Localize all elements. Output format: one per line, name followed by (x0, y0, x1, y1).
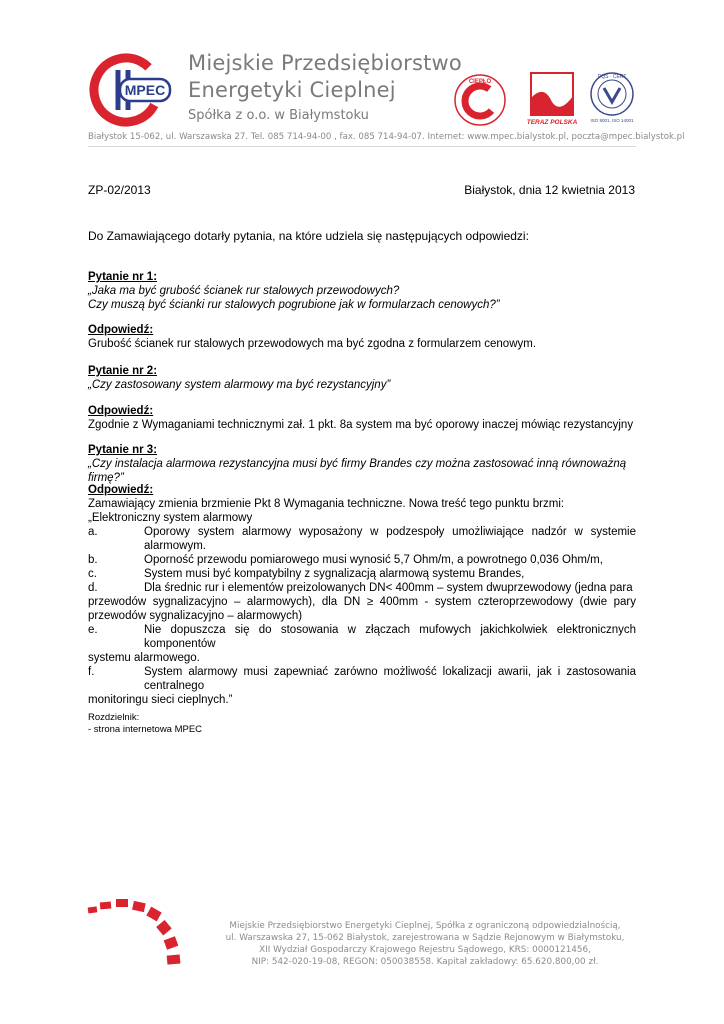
cieplo-cert-logo (452, 72, 508, 133)
list-item (88, 623, 636, 651)
question-2 (88, 364, 636, 392)
distribution-label: Rozdzielnik: (88, 712, 140, 723)
mpec-logo (88, 52, 174, 128)
answer-1-text: Grubość ścianek rur stalowych przewodowych ma być zgodna z formularzem cenowym. (88, 338, 537, 350)
footer-line2: ul. Warszawska 27, 15-062 Białystok, zarejestrowana w Sądzie Rejonowym w Białymstoku, (225, 933, 625, 943)
list-item (88, 567, 636, 581)
dqs-cert-logo (587, 70, 637, 129)
company-name-line2: Energetyki Cieplnej (188, 78, 396, 102)
footer-line3: XII Wydział Gospodarczy Krajowego Rejestru Sądowego, KRS: 0000121456, (259, 945, 591, 955)
list-item-text: Nie dopuszcza się do stosowania w złączach mufowych jakichkolwiek elektronicznych komponentów (144, 624, 636, 650)
cert2-label: TERAZ POLSKA (526, 119, 578, 126)
list-item-continuation: systemu alarmowego. (88, 652, 200, 664)
list-item-label: f. (88, 666, 95, 678)
answer-3-intro: Zamawiający zmienia brzmienie Pkt 8 Wymagania techniczne. Nowa treść tego punktu brzmi: (88, 498, 565, 510)
cert1-label: CIEPŁO (468, 79, 492, 85)
list-item-label: a. (88, 526, 98, 538)
footer-line1: Miejskie Przedsiębiorstwo Energetyki Cieplnej, Spółka z ograniczoną odpowiedzialnością, (229, 921, 621, 931)
question-1-line1: „Jaka ma być grubość ścianek rur stalowych przewodowych? (88, 285, 400, 297)
question-2-text: „Czy zastosowany system alarmowy ma być rezystancyjny” (88, 379, 391, 391)
logo-text: MPEC (124, 82, 166, 98)
company-name-line1: Miejskie Przedsiębiorstwo (188, 51, 462, 75)
place-date: Białystok, dnia 12 kwietnia 2013 (464, 183, 635, 197)
question-1 (88, 270, 636, 312)
list-item-label: c. (88, 568, 97, 580)
question-3-text: „Czy instalacja alarmowa rezystancyjna musi być firmy Brandes czy można zastosować inną równoważną firmę?” (88, 458, 627, 484)
list-item-text: Oporowy system alarmowy wyposażony w podzespoły umożliwiające nadzór w systemie alarmowym. (144, 526, 636, 552)
list-item-text: System musi być kompatybilny z sygnalizacją alarmową systemu Brandes, (144, 568, 525, 580)
list-item (88, 553, 636, 567)
answer-3 (88, 483, 636, 707)
question-3 (88, 443, 636, 485)
list-item-text: Dla średnic rur i elementów preizolowanych DN< 400mm – system dwuprzewodowy (jedna para (144, 582, 633, 594)
list-item (88, 581, 636, 595)
question-1-line2: Czy muszą być ścianki rur stalowych pogrubione jak w formularzach cenowych?” (88, 299, 500, 311)
cert3-top: DQS · CERT (597, 74, 627, 80)
answer-1 (88, 323, 636, 351)
company-name-line3: Spółka z o.o. w Białymstoku (188, 108, 369, 123)
answer-1-label: Odpowiedź: (88, 324, 154, 336)
list-item-continuation: monitoringu sieci cieplnych.” (88, 694, 233, 706)
company-name-block (188, 50, 462, 126)
header-divider (88, 146, 636, 147)
list-item-text: System alarmowy musi zapewniać zarówno możliwość lokalizacji awarii, jak i zastosowania centralnego (144, 666, 636, 692)
question-2-label: Pytanie nr 2: (88, 365, 158, 377)
footer-decor-logo (86, 893, 186, 973)
list-item-label: b. (88, 554, 98, 566)
list-item-label: e. (88, 624, 98, 636)
list-item-text: Oporność przewodu pomiarowego musi wynosić 5,7 Ohm/m, a powrotnego 0,036 Ohm/m, (144, 554, 603, 566)
answer-3-label: Odpowiedź: (88, 484, 154, 496)
distribution-block (88, 712, 202, 736)
answer-2-text: Zgodnie z Wymaganiami technicznymi zał. 1 pkt. 8a system ma być oporowy inaczej mówiąc rezystancyjny (88, 419, 634, 431)
answer-3-heading: „Elektroniczny system alarmowy (88, 512, 253, 524)
question-3-label: Pytanie nr 3: (88, 444, 158, 456)
list-item (88, 665, 636, 693)
teraz-polska-logo (526, 72, 578, 131)
list-item-label: d. (88, 582, 98, 594)
list-item (88, 525, 636, 553)
reference-number: ZP-02/2013 (88, 183, 151, 197)
cert3-bottom: ISO 9001, ISO 14001 (590, 118, 634, 123)
question-1-label: Pytanie nr 1: (88, 271, 158, 283)
header-address: Białystok 15-062, ul. Warszawska 27. Tel. 085 714-94-00 , fax. 085 714-94-07. Internet: www.mpec.bialystok.pl, poczta@mpec.bialystok.pl (88, 132, 685, 142)
footer-line4: NIP: 542-020-19-08, REGON: 050038558. Kapitał zakładowy: 65.620.800,00 zł. (251, 957, 599, 967)
distribution-item: - strona internetowa MPEC (88, 724, 203, 735)
answer-2-label: Odpowiedź: (88, 405, 154, 417)
answer-2 (88, 404, 636, 432)
list-item-continuation: przewodów sygnalizacyjno – alarmowych), dla DN ≥ 400mm - system czteroprzewodowy (dwie pary przewodów sygnalizacyjno – alarmowych) (88, 596, 636, 622)
footer-legal-text (208, 920, 642, 968)
intro-text: Do Zamawiającego dotarły pytania, na które udziela się następujących odpowiedzi: (88, 229, 529, 243)
